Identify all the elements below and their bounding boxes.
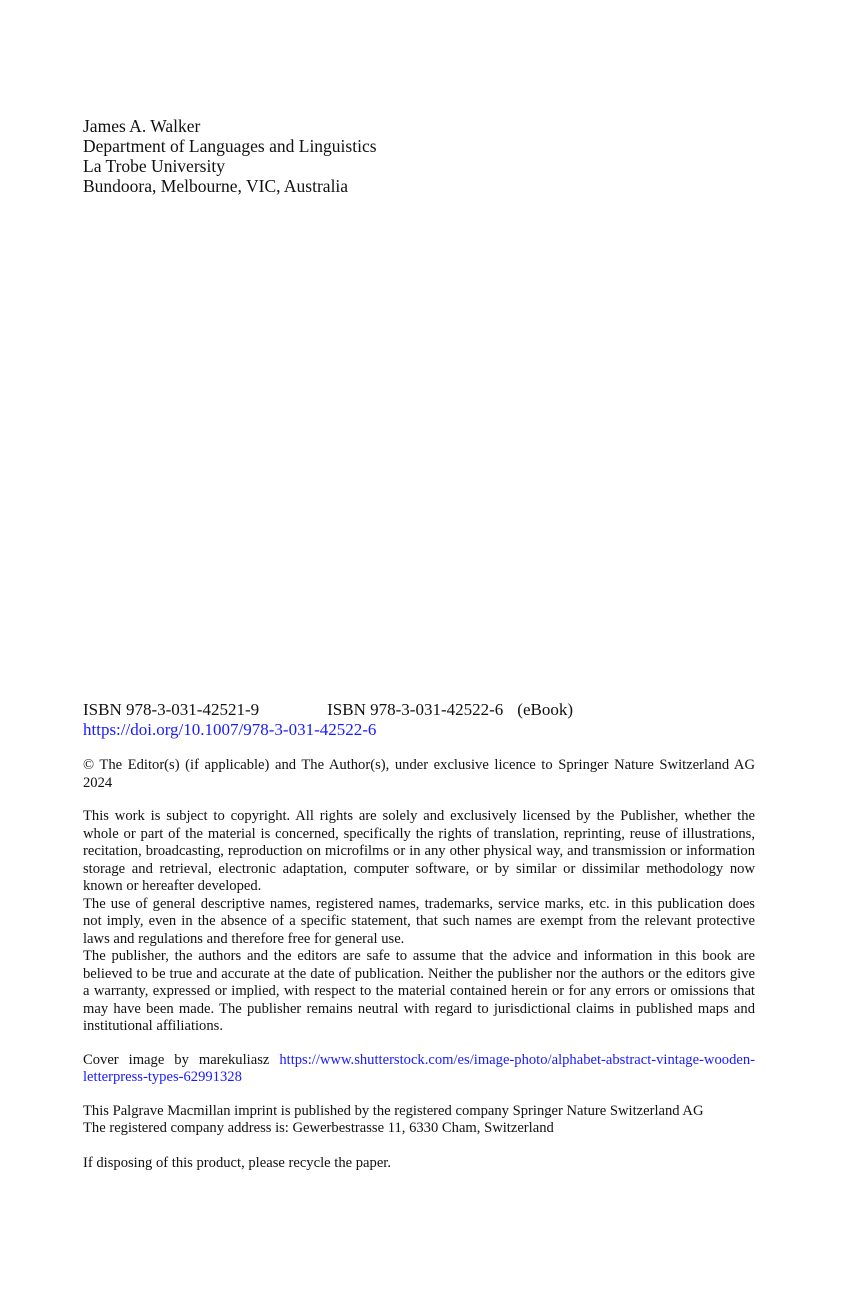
cover-credit-prefix: Cover image by marekuliasz bbox=[83, 1051, 270, 1068]
isbn-ebook-note: (eBook) bbox=[517, 700, 573, 719]
imprint-block bbox=[83, 700, 755, 1172]
author-name: James A. Walker bbox=[83, 116, 201, 136]
copyright-notice: © The Editor(s) (if applicable) and The Author(s), under exclusive licence to Springer Nature Switzerland AG 2024 bbox=[83, 757, 755, 791]
rights-section bbox=[83, 808, 755, 1036]
isbn-line bbox=[83, 700, 755, 720]
cover-image-link[interactable]: https://www.shutterstock.com/es/image-photo/alphabet-abstract-vintage-wooden-letterpress-types-62991328 bbox=[83, 1051, 755, 1085]
isbn-print: ISBN 978-3-031-42521-9 bbox=[83, 700, 260, 719]
author-department: Department of Languages and Linguistics bbox=[83, 136, 377, 156]
rights-paragraph-copyright: This work is subject to copyright. All rights are solely and exclusively licensed by the Publisher, whether the whole or part of the material is concerned, specifically the rights of translation, reprinting, reuse of illustrations, recitation, broadcasting, reproduction on microfilms or in any other physical way, and transmission or information storage and retrieval, electronic adaptation, computer software, or by similar or dissimilar methodology now known or hereafter developed. bbox=[83, 808, 755, 894]
rights-paragraph-disclaimer: The publisher, the authors and the editors are safe to assume that the advice and information in this book are believed to be true and accurate at the date of publication. Neither the publisher nor the authors or the editors give a warranty, expressed or implied, with respect to the material contained herein or for any errors or omissions that may have been made. The publisher remains neutral with regard to jurisdictional claims in published maps and institutional affiliations. bbox=[83, 948, 755, 1034]
publisher-imprint-note bbox=[83, 1103, 755, 1138]
cover-credit bbox=[83, 1052, 755, 1087]
rights-paragraph-trademarks: The use of general descriptive names, registered names, trademarks, service marks, etc. in this publication does not imply, even in the absence of a specific statement, that such names are exempt from the relevant protective laws and regulations and therefore free for general use. bbox=[83, 895, 755, 947]
publisher-line: This Palgrave Macmillan imprint is published by the registered company Springer Nature Switzerland AG bbox=[83, 1102, 704, 1119]
doi-link[interactable]: https://doi.org/10.1007/978-3-031-42522-6 bbox=[83, 720, 377, 739]
author-university: La Trobe University bbox=[83, 156, 225, 176]
publisher-address: The registered company address is: Gewerbestrasse 11, 6330 Cham, Switzerland bbox=[83, 1120, 554, 1136]
isbn-ebook: ISBN 978-3-031-42522-6 bbox=[327, 700, 504, 719]
recycle-note: If disposing of this product, please recycle the paper. bbox=[83, 1154, 391, 1171]
doi-line bbox=[83, 720, 755, 740]
author-location: Bundoora, Melbourne, VIC, Australia bbox=[83, 176, 349, 196]
author-address-block bbox=[83, 116, 377, 196]
